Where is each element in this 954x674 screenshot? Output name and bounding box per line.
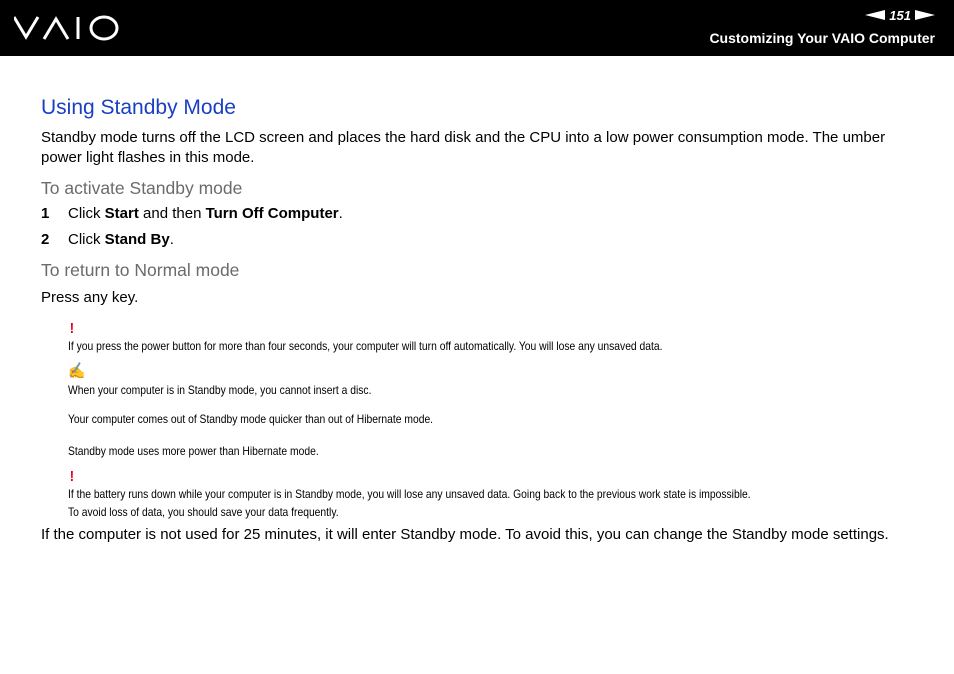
page-number: 151 (889, 7, 911, 23)
step-text-part: and then (138, 205, 206, 222)
page-navigation (865, 7, 935, 23)
step-text-part: Click (68, 231, 105, 248)
page-content (41, 94, 921, 545)
closing-paragraph: If the computer is not used for 25 minutes, it will enter Standby mode. To avoid this, you can change the Standby mode settings. (41, 526, 889, 543)
step-text (68, 204, 343, 224)
step-number: 1 (41, 205, 50, 222)
exclamation-icon: ! (69, 468, 75, 485)
tips-note (68, 363, 954, 460)
page-title: Using Standby Mode (41, 96, 236, 119)
triangle-right-icon[interactable] (915, 10, 935, 20)
page-header (0, 0, 954, 56)
note-line: Your computer comes out of Standby mode quicker than out of Hibernate mode. (68, 412, 434, 426)
triangle-left-icon[interactable] (865, 10, 885, 20)
turn-off-command: Turn Off Computer (205, 205, 339, 222)
step-text-part: . (169, 231, 174, 248)
section-title: Customizing Your VAIO Computer (709, 30, 935, 46)
warning-text: If the battery runs down while your computer is in Standby mode, you will lose any unsaved data. Going back to the previous work state is impossible. (68, 487, 751, 501)
warning-text: To avoid loss of data, you should save your data frequently. (68, 505, 339, 519)
warning-text: If you press the power button for more than four seconds, your computer will turn off automatically. You will lose any unsaved data. (68, 339, 663, 353)
note-line: When your computer is in Standby mode, you cannot insert a disc. (68, 383, 372, 397)
start-command: Start (104, 205, 139, 222)
note-line: Standby mode uses more power than Hibernate mode. (68, 444, 319, 458)
step-1 (41, 204, 921, 224)
step-text-part: . (338, 205, 343, 222)
step-number: 2 (41, 231, 50, 248)
step-text-part: Click (68, 205, 105, 222)
activate-heading: To activate Standby mode (41, 178, 243, 198)
pen-note-icon: ✍ (68, 363, 86, 380)
step-text (68, 230, 174, 250)
vaio-logo (14, 15, 120, 41)
exclamation-icon: ! (69, 320, 75, 337)
warning-note-1 (68, 321, 954, 355)
return-text: Press any key. (41, 289, 139, 306)
return-heading: To return to Normal mode (41, 260, 240, 280)
step-2 (41, 230, 921, 250)
intro-paragraph: Standby mode turns off the LCD screen and places the hard disk and the CPU into a low power consumption mode. The umber power light flashes in this mode. (41, 129, 886, 166)
stand-by-command: Stand By (104, 231, 170, 248)
warning-note-2 (68, 469, 954, 521)
